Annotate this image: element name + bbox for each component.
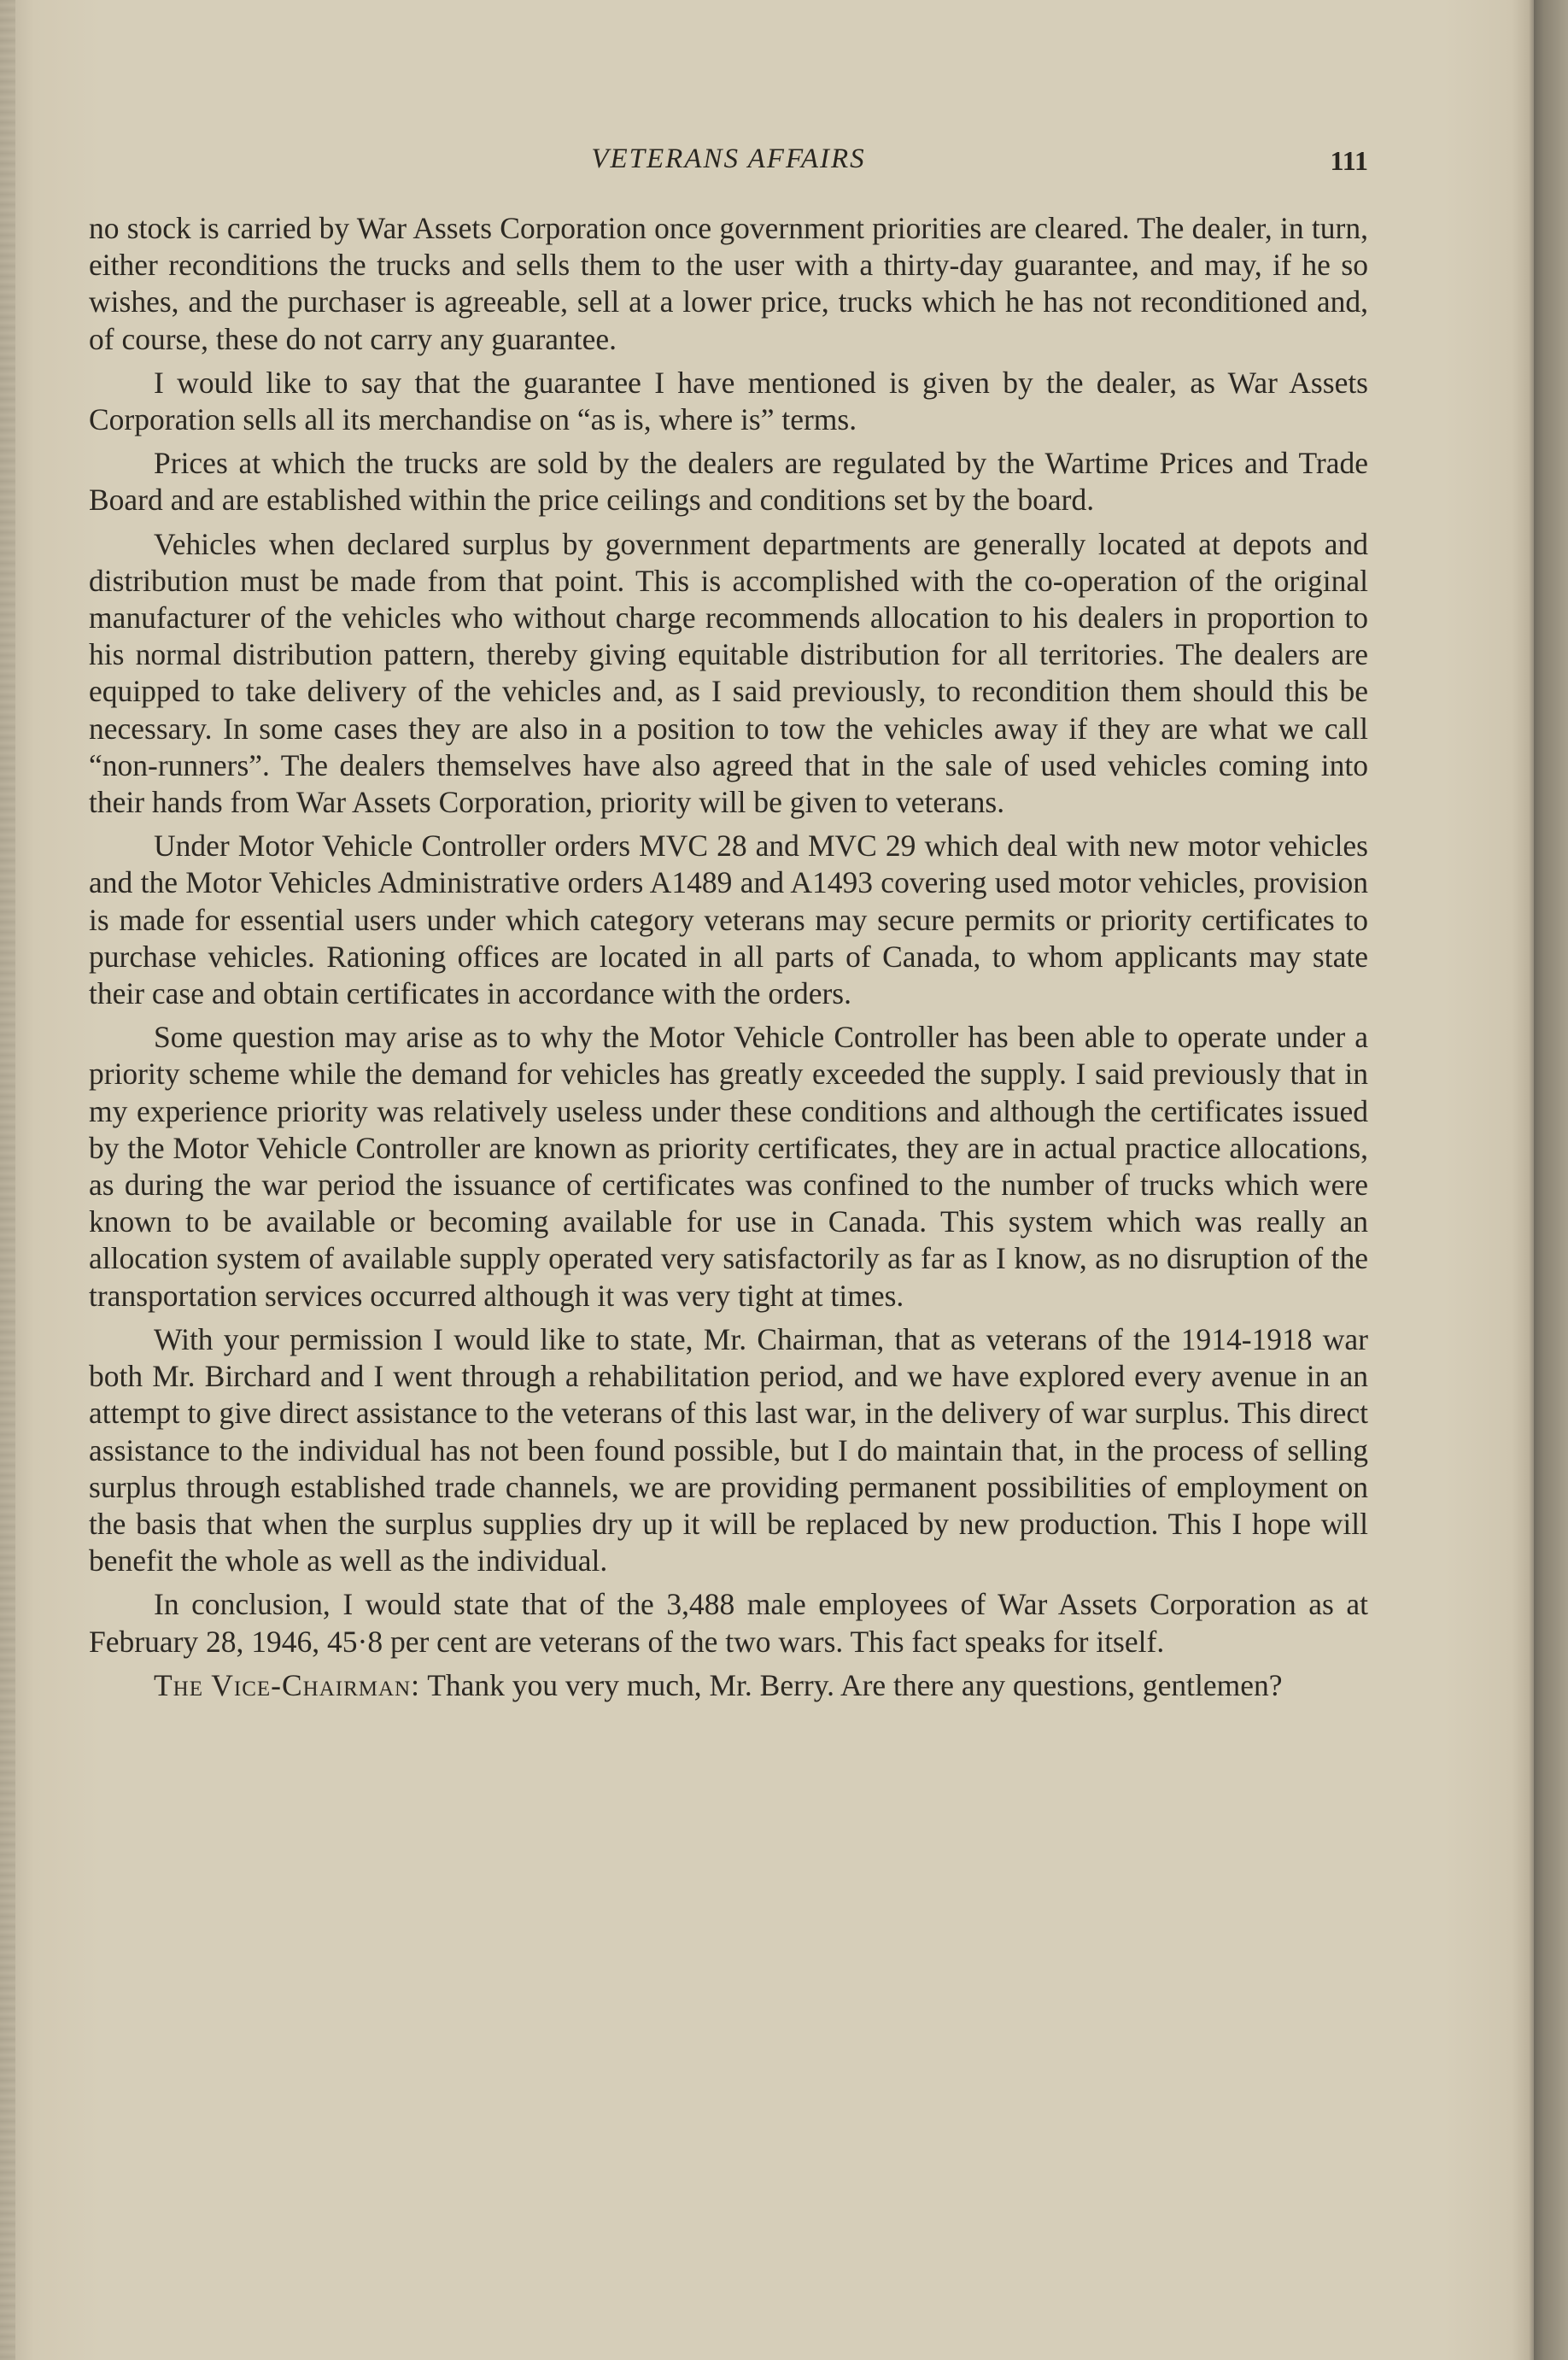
paragraph-distribution: Vehicles when declared surplus by government departments are generally located at depots and distribution must be made from that point. This is accomplished with the co-operation of the original manufacturer of the vehicles who without charge recommends allocation to his dealers in proportion to his normal distribution pattern, thereby giving equitable distribution for all territories. The dealers are equipped to take delivery of the vehicles and, as I said previously, to recondition them should this be necessary. In some cases they are also in a position to tow the vehicles away if they are what we call “non-runners”. The dealers themselves have also agreed that in the sale of used vehicles coming into their hands from War Assets Corporation, priority will be given to veterans. <box>89 526 1368 820</box>
paragraph-priority-scheme: Some question may arise as to why the Motor Vehicle Controller has been able to operate under a priority scheme while the demand for vehicles has greatly exceeded the supply. I said previously that in my experience priority was relatively useless under these conditions and although the certificates issued by the Motor Vehicle Controller are known as priority certificates, they are in actual practice allocations, as during the war period the issuance of certificates was confined to the number of trucks which were known to be available or becoming available for use in Canada. This system which was really an allocation system of available supply operated very satisfactorily as far as I know, as no disruption of the transportation services occurred although it was very tight at times. <box>89 1020 1368 1313</box>
running-head <box>89 143 1368 181</box>
paragraph-conclusion: In conclusion, I would state that of the 3,488 male employees of War Assets Corporation as at February 28, 1946, 45·8 per cent are veterans of the two wars. This fact speaks for itself. <box>89 1587 1368 1659</box>
speaker-remark: Thank you very much, Mr. Berry. Are there any questions, gentlemen? <box>419 1667 1283 1702</box>
body-text <box>89 210 1368 1704</box>
page-edge <box>1534 0 1568 2360</box>
running-title: VETERANS AFFAIRS <box>591 143 866 174</box>
page-number: 111 <box>1330 145 1368 176</box>
paragraph-vice-chairman <box>89 1667 1368 1704</box>
paragraph-guarantee: I would like to say that the guarantee I have mentioned is given by the dealer, as War Assets Corporation sells all its merchandise on “as is, where is” terms. <box>89 365 1368 437</box>
paragraph-veterans-assistance: With your permission I would like to state, Mr. Chairman, that as veterans of the 1914-1918 war both Mr. Birchard and I went through a rehabilitation period, and we have explored every avenue in an attempt to give direct assistance to the veterans of this last war, in the delivery of war surplus. This direct assistance to the individual has not been found possible, but I do maintain that, in the process of selling surplus through established trade channels, we are providing permanent possibilities of employment on the basis that when the surplus supplies dry up it will be replaced by new production. This I hope will benefit the whole as well as the individual. <box>89 1321 1368 1578</box>
speaker-name: The Vice-Chairman: <box>154 1667 420 1702</box>
page-binding-shadow <box>0 0 15 2360</box>
paragraph-prices: Prices at which the trucks are sold by the dealers are regulated by the Wartime Prices and Trade Board and are established within the price ceilings and conditions set by the board. <box>89 446 1368 518</box>
paragraph-continuation: no stock is carried by War Assets Corporation once government priorities are cleared. The dealer, in turn, either reconditions the trucks and sells them to the user with a thirty-day guarantee, and may, if he so wishes, and the purchaser is agreeable, sell at a lower price, trucks which he has not reconditioned and, of course, these do not carry any guarantee. <box>89 211 1368 356</box>
paragraph-controller-orders: Under Motor Vehicle Controller orders MVC 28 and MVC 29 which deal with new motor vehicles and the Motor Vehicles Administrative orders A1489 and A1493 covering used motor vehicles, provision is made for essential users under which category veterans may secure permits or priority certificates to purchase vehicles. Rationing offices are located in all parts of Canada, to whom applicants may state their case and obtain certificates in accordance with the orders. <box>89 829 1368 1011</box>
